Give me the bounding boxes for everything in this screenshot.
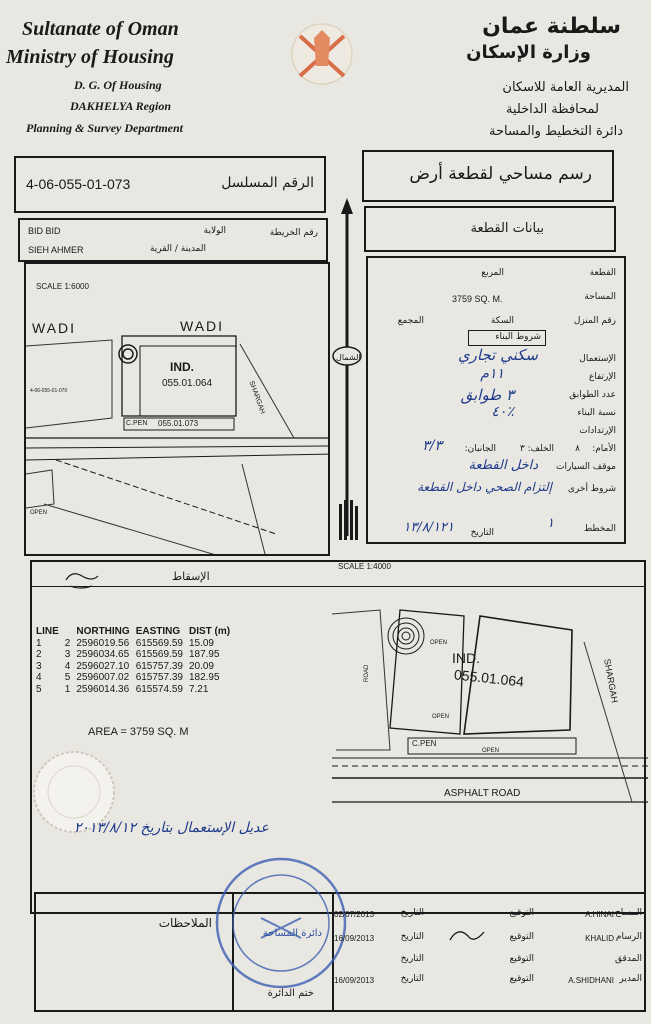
serial-label: الرقم المسلسل <box>221 175 314 191</box>
header-en-line2: Ministry of Housing <box>6 46 174 68</box>
header-en-line4: DAKHELYA Region <box>70 99 172 113</box>
signature-mark-icon <box>448 924 488 948</box>
area-value: 3759 SQ. M. <box>452 294 503 304</box>
conditions-title: شروط البناء <box>495 332 541 342</box>
table-row: 3 4 2596027.10 615757.39 20.09 <box>36 660 214 672</box>
area-label: المساحة <box>584 292 616 302</box>
map-large-cpen: C.PEN <box>412 739 437 748</box>
map-large-asphalt: ASPHALT ROAD <box>444 788 521 799</box>
complex-label: المجمع <box>397 316 424 326</box>
table-row: 4 5 2596007.02 615757.39 182.95 <box>36 672 220 683</box>
parking-value: داخل القطعة <box>468 458 538 473</box>
map-small-lines <box>26 264 330 556</box>
header-ar-line5: دائرة التخطيط والمساحة <box>488 124 623 139</box>
map-large-scale: SCALE 1:4000 <box>338 562 391 571</box>
back-label: الخلف: ٣ <box>519 444 554 454</box>
square-label: المربع <box>481 268 504 278</box>
floors-value: ٣ طوابق <box>460 386 514 404</box>
notes-label: الملاحظات <box>158 916 212 930</box>
map-small-wadi2: WADI <box>180 318 225 334</box>
plot-date-label: التاريخ <box>470 528 494 538</box>
header-dist: DIST (m) <box>188 626 231 637</box>
height-label: الإرتفاع <box>588 372 616 382</box>
header-ar-line1: سلطنة عمان <box>482 14 621 39</box>
wilaya-label: الولاية <box>203 226 226 236</box>
signature-block <box>34 892 646 1012</box>
table-row: 2 3 2596034.65 615569.59 187.95 <box>36 649 220 660</box>
header-easting: EASTING <box>135 626 181 637</box>
use-value: سكني تجاري <box>457 346 538 364</box>
table-row: 5 1 2596014.36 615574.59 7.21 <box>36 683 209 695</box>
map-small-cpen: C.PEN <box>126 420 148 427</box>
signature-row-draftsman: 16/09/2013 التاريخ التوقيع KHALID الرسام <box>332 928 644 950</box>
height-value: ١١م <box>480 366 504 382</box>
coordinates-table <box>36 626 236 695</box>
header-ar-line2: وزارة الإسكان <box>466 42 591 63</box>
map-small-scale: SCALE 1:6000 <box>36 282 89 291</box>
table-row: 1 2 2596019.56 615569.59 15.09 <box>36 637 214 649</box>
map-large-road2: ROAD <box>364 664 370 682</box>
ratio-value: ٪٤٠ <box>491 404 514 420</box>
signature-row-director: 16/09/2013 التاريخ التوقيع A.SHIDHANI المدير <box>334 974 642 985</box>
oman-emblem-icon <box>282 16 362 96</box>
conditions-title-box <box>468 330 546 346</box>
other-value: إلتزام الصحي داخل القطعة <box>417 480 552 494</box>
map-large-open2: OPEN <box>432 714 450 720</box>
location-box <box>18 218 328 262</box>
map-large-open3: OPEN <box>482 748 500 754</box>
sides-label: الجانبان: <box>464 444 496 454</box>
map-small-plot-small: 055.01.073 <box>158 419 199 428</box>
plot-data-title-box <box>364 206 616 252</box>
plan-value: ١ <box>547 516 554 531</box>
village-label: المدينة / القرية <box>149 244 206 254</box>
wilaya-value: BID BID <box>28 226 61 236</box>
serial-box <box>14 156 326 213</box>
north-label: الشمال <box>336 353 361 362</box>
projection-mark-icon <box>62 568 102 592</box>
plot-details-box <box>366 256 626 544</box>
plot-data-title: بيانات القطعة <box>470 221 544 236</box>
front-value: ٨ <box>575 444 580 454</box>
serial-value: 4-06-055-01-073 <box>26 176 131 192</box>
plot-label: القطعة <box>589 268 616 278</box>
handwritten-note: عديل الإستعمال بتاريخ ٢٠١٣/٨/١٢ <box>74 820 269 836</box>
sides-value: ٣/٣ <box>422 438 442 454</box>
map-small-wadi1: WADI <box>32 320 77 336</box>
use-label: الإستعمال <box>579 354 616 364</box>
setbacks-label: الإرتدادات <box>579 426 616 436</box>
map-small-open: OPEN <box>30 510 48 516</box>
header-ar-line3: المديرية العامة للاسكان <box>502 80 629 95</box>
ratio-label: نسبة البناء <box>577 408 616 418</box>
map-no-label: رقم الخريطة <box>269 228 318 238</box>
projection-label: الإسقاط <box>172 570 210 583</box>
signature-row-surveyor: 02/07/2013 التاريخ التوقيع A.HINAI المساح <box>334 908 642 919</box>
road-label: السكة <box>490 316 514 326</box>
map-small-road-label: SHARGAH <box>247 380 266 415</box>
north-arrow-icon <box>330 196 364 542</box>
map-large-plot-code: IND. <box>452 650 480 666</box>
stamp-text: دائرة المساحة <box>262 928 322 939</box>
floors-label: عدد الطوابق <box>569 390 616 400</box>
plan-label: المخطط <box>583 524 616 534</box>
map-large-lines <box>332 602 648 812</box>
stamp-label: ختم الدائرة <box>267 988 314 999</box>
title-box <box>362 150 614 202</box>
location-map-small <box>24 262 330 556</box>
map-large-road-label: SHARGAH <box>602 658 620 704</box>
other-label: شروط أخرى <box>567 484 616 494</box>
map-small-parcel: 4-06-055-01-070 <box>30 388 68 394</box>
signature-row-checker: التاريخ التوقيع المدقق <box>400 954 642 964</box>
village-value: SIEH AHMER <box>28 245 84 255</box>
header-en-line5: Planning & Survey Department <box>26 121 184 135</box>
header-ar-line4: لمحافظة الداخلية <box>505 102 599 117</box>
map-large-open1: OPEN <box>430 640 448 646</box>
header-northing: NORTHING <box>76 626 130 637</box>
header-en-line3: D. G. Of Housing <box>74 78 162 92</box>
notes-cell <box>36 894 234 1010</box>
front-label: الأمام: <box>592 444 616 454</box>
parking-label: موقف السيارات <box>556 462 616 472</box>
stamp-cell <box>232 894 334 1010</box>
header-line: LINE <box>36 626 59 637</box>
map-large-plot-num: 055.01.064 <box>453 666 525 690</box>
projection-divider <box>32 586 644 587</box>
table-header-row <box>36 626 236 638</box>
map-small-plot-num: 055.01.064 <box>162 378 213 389</box>
header-en-line1: Sultanate of Oman <box>22 18 179 40</box>
house-label: رقم المنزل <box>573 316 616 326</box>
area-total: AREA = 3759 SQ. M <box>88 726 189 738</box>
plot-date-value: ١٣/٨/١٢١ <box>403 520 454 535</box>
map-small-plot-code: IND. <box>170 360 194 374</box>
document-title: رسم مساحي لقطعة أرض <box>409 164 592 184</box>
